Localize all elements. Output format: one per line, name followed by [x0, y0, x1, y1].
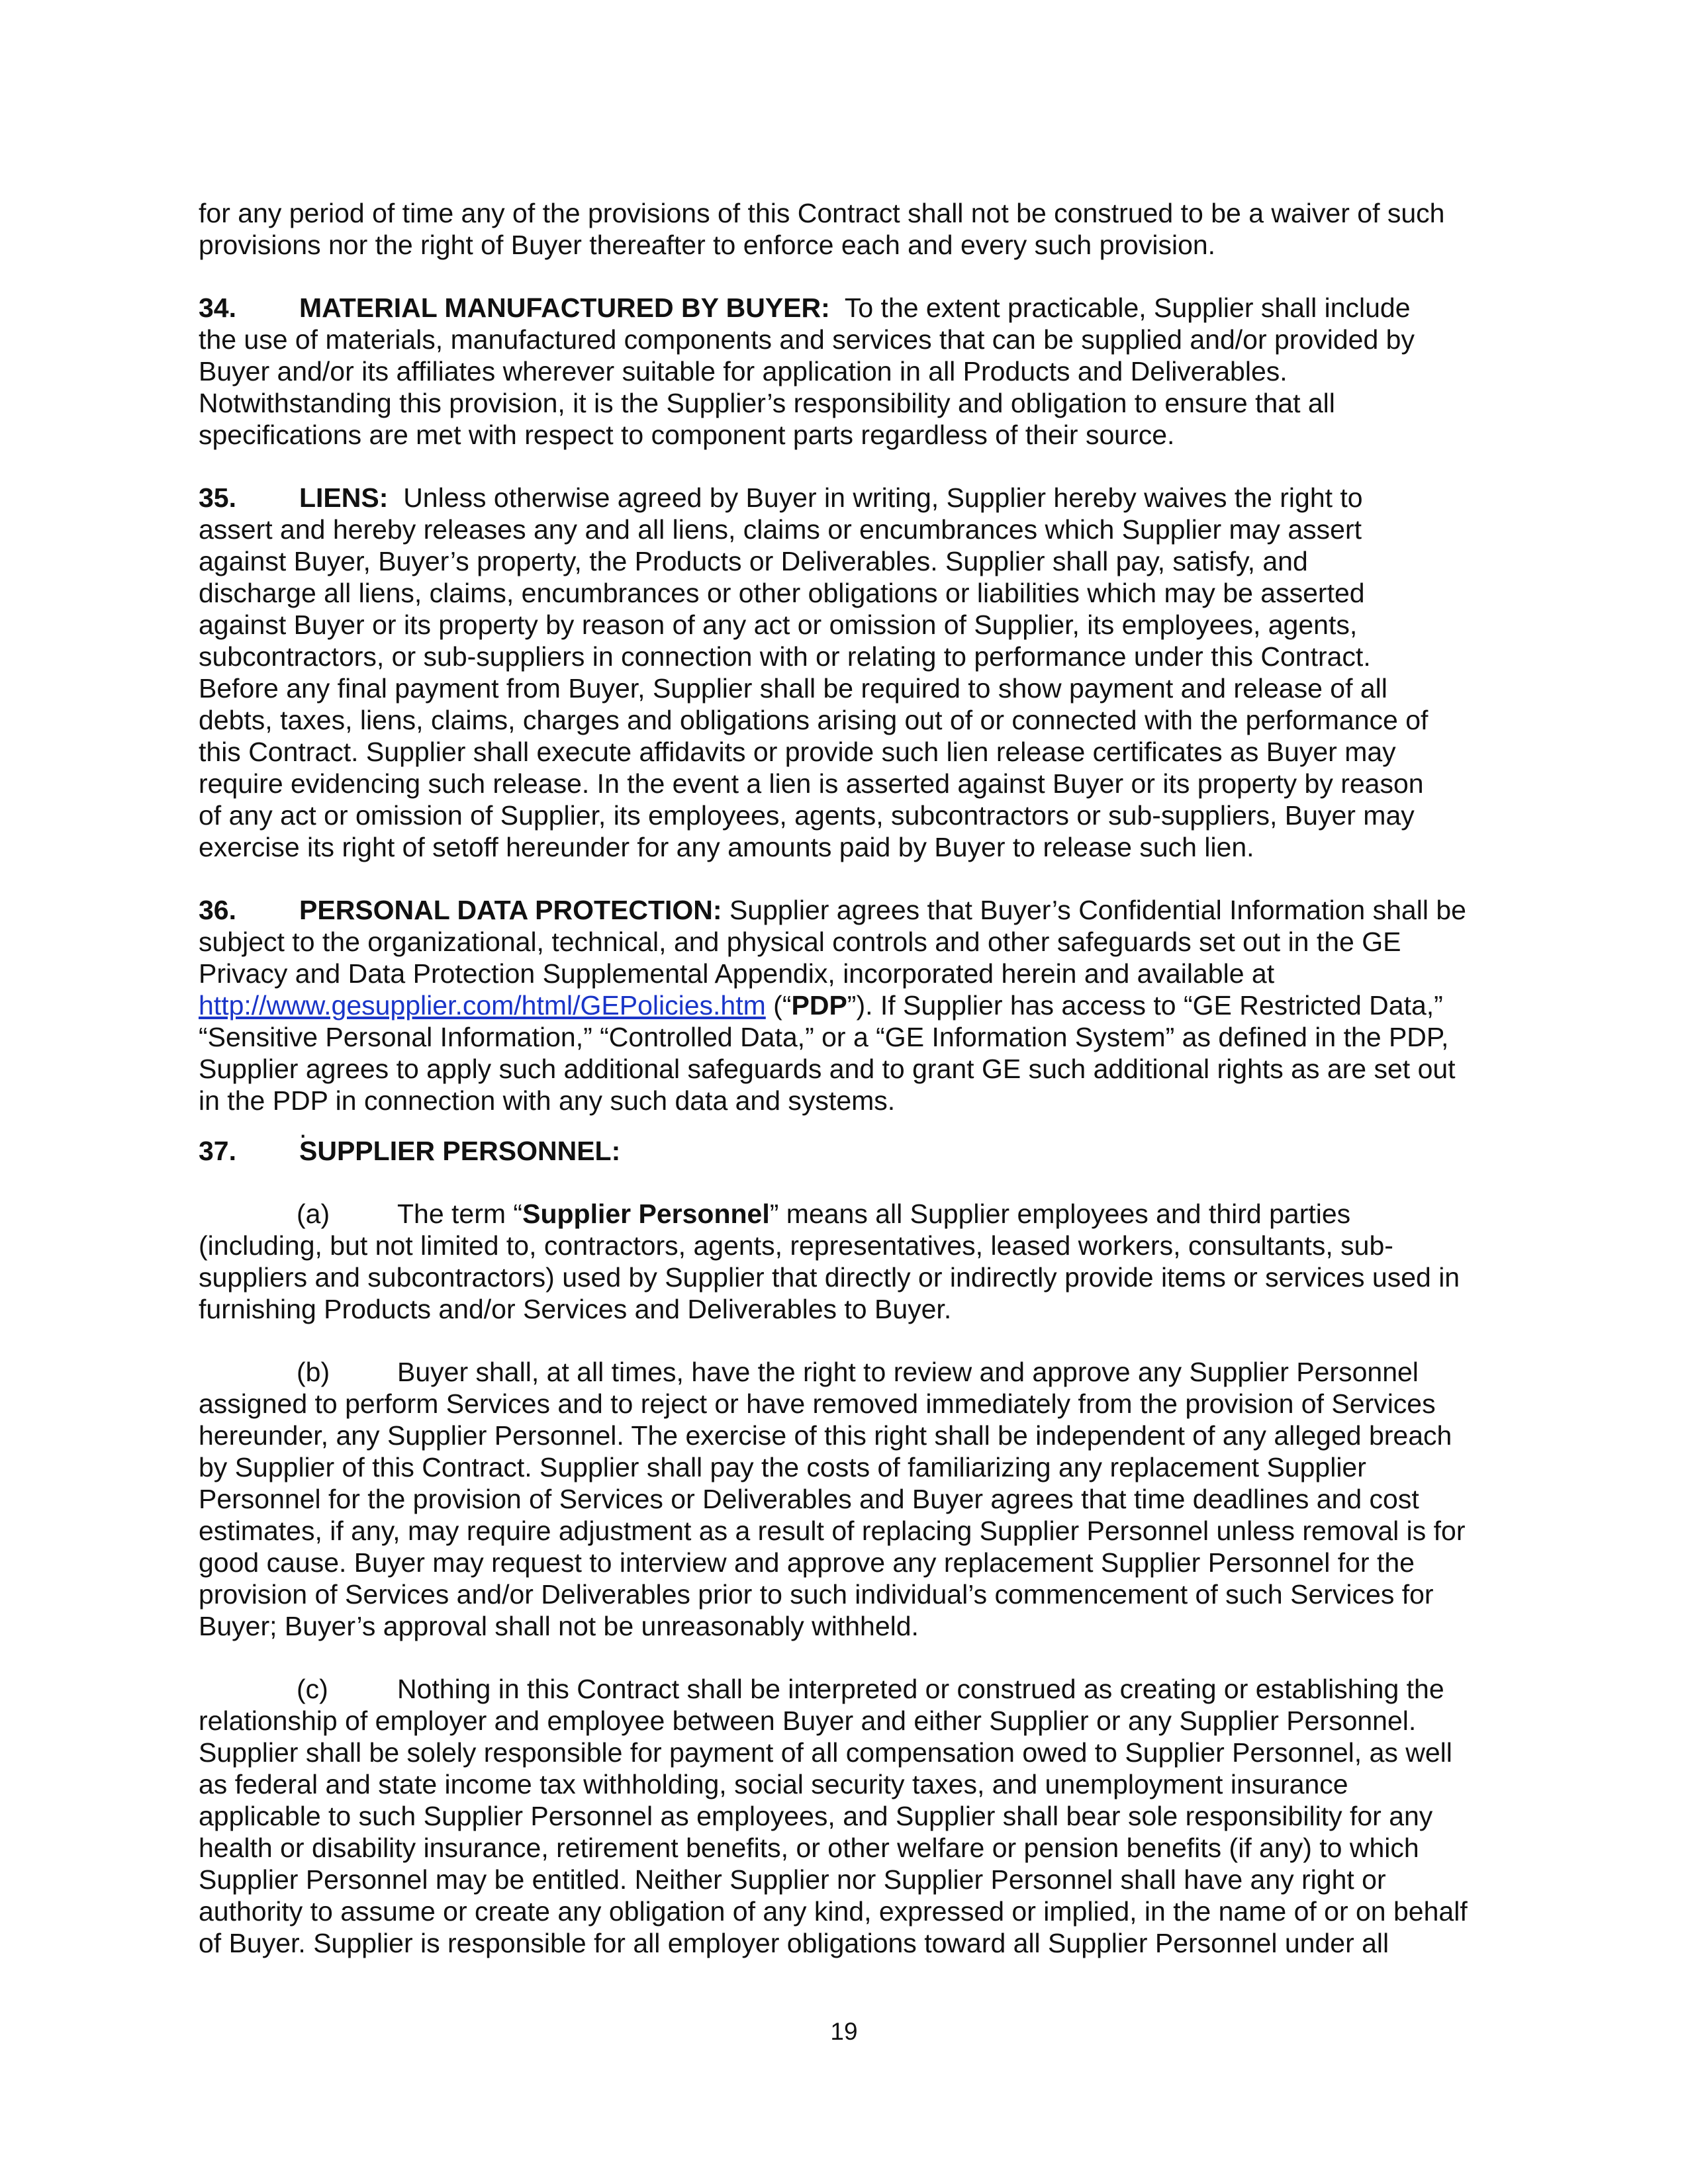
pdp-defined-term: PDP — [791, 990, 847, 1021]
text-line: subject to the organizational, technical, and physical controls and other safeguards set out in the GE — [199, 927, 1401, 957]
text-line: “Sensitive Personal Information,” “Controlled Data,” or a “GE Information System” as defined in the PDP, — [199, 1022, 1449, 1052]
section-37-b — [199, 1356, 1489, 1642]
text-line: of any act or omission of Supplier, its employees, agents, subcontractors or sub-suppliers, Buyer may — [199, 800, 1415, 831]
text-line: in the PDP in connection with any such data and systems. — [199, 1085, 896, 1116]
subsection-lead-text: Buyer shall, at all times, have the right to review and approve any Supplier Personnel — [397, 1357, 1419, 1387]
text-line: Privacy and Data Protection Supplemental Appendix, incorporated herein and available at — [199, 958, 1275, 989]
text-line: specifications are met with respect to component parts regardless of their source. — [199, 420, 1175, 450]
section-37-heading — [199, 1135, 1489, 1167]
section-36 — [199, 894, 1489, 1116]
text-line: for any period of time any of the provisions of this Contract shall not be construed to be a waiver of such — [199, 198, 1445, 228]
intro-paragraph — [199, 197, 1489, 261]
text-line: of Buyer. Supplier is responsible for all employer obligations toward all Supplier Personnel under all — [199, 1928, 1389, 1958]
section-37-a — [199, 1198, 1489, 1325]
text-line: applicable to such Supplier Personnel as employees, and Supplier shall bear sole responsibility for any — [199, 1801, 1433, 1831]
text-line: Supplier shall be solely responsible for payment of all compensation owed to Supplier Personnel, as well — [199, 1737, 1452, 1768]
section-lead-text: Unless otherwise agreed by Buyer in writing, Supplier hereby waives the right to — [403, 482, 1363, 513]
text-line: provision of Services and/or Deliverables prior to such individual’s commencement of such Services for — [199, 1579, 1434, 1610]
section-number: 36. — [199, 895, 236, 925]
text-line: suppliers and subcontractors) used by Supplier that directly or indirectly provide items or services used in — [199, 1262, 1460, 1293]
text-line: Notwithstanding this provision, it is the Supplier’s responsibility and obligation to ensure that all — [199, 388, 1335, 418]
supplier-personnel-term: Supplier Personnel — [522, 1199, 770, 1229]
text-line: good cause. Buyer may request to interview and approve any replacement Supplier Personnel for the — [199, 1547, 1415, 1578]
text-line: estimates, if any, may require adjustment as a result of replacing Supplier Personnel unless removal is for — [199, 1516, 1466, 1546]
document-page — [199, 0, 1489, 1959]
pdp-rest-text: ”). If Supplier has access to “GE Restricted Data,” — [847, 990, 1443, 1021]
section-lead-text: Supplier agrees that Buyer’s Confidential Information shall be — [729, 895, 1466, 925]
section-number: 37. — [199, 1136, 236, 1166]
section-heading: MATERIAL MANUFACTURED BY BUYER: — [299, 293, 830, 323]
section-37-c — [199, 1673, 1489, 1959]
section-34 — [199, 292, 1489, 451]
text-line: exercise its right of setoff hereunder for any amounts paid by Buyer to release such lien. — [199, 832, 1254, 862]
subsection-lead-pre: The term “ — [397, 1199, 523, 1229]
text-line: against Buyer or its property by reason of any act or omission of Supplier, its employees, agents, — [199, 610, 1358, 640]
text-line: this Contract. Supplier shall execute affidavits or provide such lien release certificates as Buyer may — [199, 737, 1396, 767]
text-line: require evidencing such release. In the event a lien is asserted against Buyer or its property by reason — [199, 768, 1424, 799]
subsection-label: (c) — [297, 1674, 328, 1704]
text-line: assert and hereby releases any and all liens, claims or encumbrances which Supplier may assert — [199, 514, 1362, 545]
section-35 — [199, 482, 1489, 863]
text-line: (including, but not limited to, contractors, agents, representatives, leased workers, consultants, sub- — [199, 1230, 1393, 1261]
text-line: Supplier agrees to apply such additional safeguards and to grant GE such additional rights as are set out — [199, 1054, 1456, 1084]
text-line: Buyer and/or its affiliates wherever suitable for application in all Products and Deliverables. — [199, 356, 1288, 387]
section-heading: PERSONAL DATA PROTECTION: — [299, 895, 722, 925]
text-line: debts, taxes, liens, claims, charges and obligations arising out of or connected with the performance of — [199, 705, 1429, 735]
section-heading: LIENS: — [299, 482, 389, 513]
text-line: authority to assume or create any obligation of any kind, expressed or implied, in the name of or on behalf — [199, 1896, 1468, 1927]
text-line: subcontractors, or sub-suppliers in connection with or relating to performance under this Contract. — [199, 641, 1371, 672]
subsection-label: (a) — [297, 1199, 330, 1229]
subsection-lead-text: Nothing in this Contract shall be interpreted or construed as creating or establishing the — [397, 1674, 1444, 1704]
stray-period: . — [299, 1113, 307, 1144]
section-number: 35. — [199, 482, 236, 513]
text-line: by Supplier of this Contract. Supplier shall pay the costs of familiarizing any replacement Supplier — [199, 1452, 1366, 1482]
text-line: Buyer; Buyer’s approval shall not be unreasonably withheld. — [199, 1611, 919, 1641]
text-line: furnishing Products and/or Services and Deliverables to Buyer. — [199, 1294, 952, 1324]
pdp-open-text: (“ — [765, 990, 792, 1021]
section-heading: SUPPLIER PERSONNEL: — [299, 1136, 621, 1166]
text-line: provisions nor the right of Buyer thereafter to enforce each and every such provision. — [199, 230, 1216, 260]
subsection-label: (b) — [297, 1357, 330, 1387]
text-line: Personnel for the provision of Services or Deliverables and Buyer agrees that time deadlines and cost — [199, 1484, 1419, 1514]
text-line: Before any final payment from Buyer, Supplier shall be required to show payment and release of all — [199, 673, 1387, 704]
subsection-lead-post: ” means all Supplier employees and third parties — [769, 1199, 1351, 1229]
text-line: the use of materials, manufactured components and services that can be supplied and/or provided by — [199, 324, 1415, 355]
text-line: discharge all liens, claims, encumbrances or other obligations or liabilities which may be asserted — [199, 578, 1365, 608]
section-number: 34. — [199, 293, 236, 323]
text-line: against Buyer, Buyer’s property, the Products or Deliverables. Supplier shall pay, satisfy, and — [199, 546, 1308, 576]
text-line: relationship of employer and employee between Buyer and either Supplier or any Supplier Personnel. — [199, 1706, 1417, 1736]
text-line: as federal and state income tax withholding, social security taxes, and unemployment insurance — [199, 1769, 1348, 1799]
page-number: 19 — [830, 2018, 858, 2045]
text-line: health or disability insurance, retirement benefits, or other welfare or pension benefits (if any) to which — [199, 1833, 1419, 1863]
text-line: hereunder, any Supplier Personnel. The exercise of this right shall be independent of any alleged breach — [199, 1420, 1452, 1451]
text-line: Supplier Personnel may be entitled. Neither Supplier nor Supplier Personnel shall have any right or — [199, 1864, 1386, 1895]
text-line: assigned to perform Services and to reject or have removed immediately from the provision of Services — [199, 1388, 1436, 1419]
ge-policies-link[interactable]: http://www.gesupplier.com/html/GEPolicies.htm — [199, 990, 766, 1021]
section-lead-text: To the extent practicable, Supplier shall include — [844, 293, 1411, 323]
